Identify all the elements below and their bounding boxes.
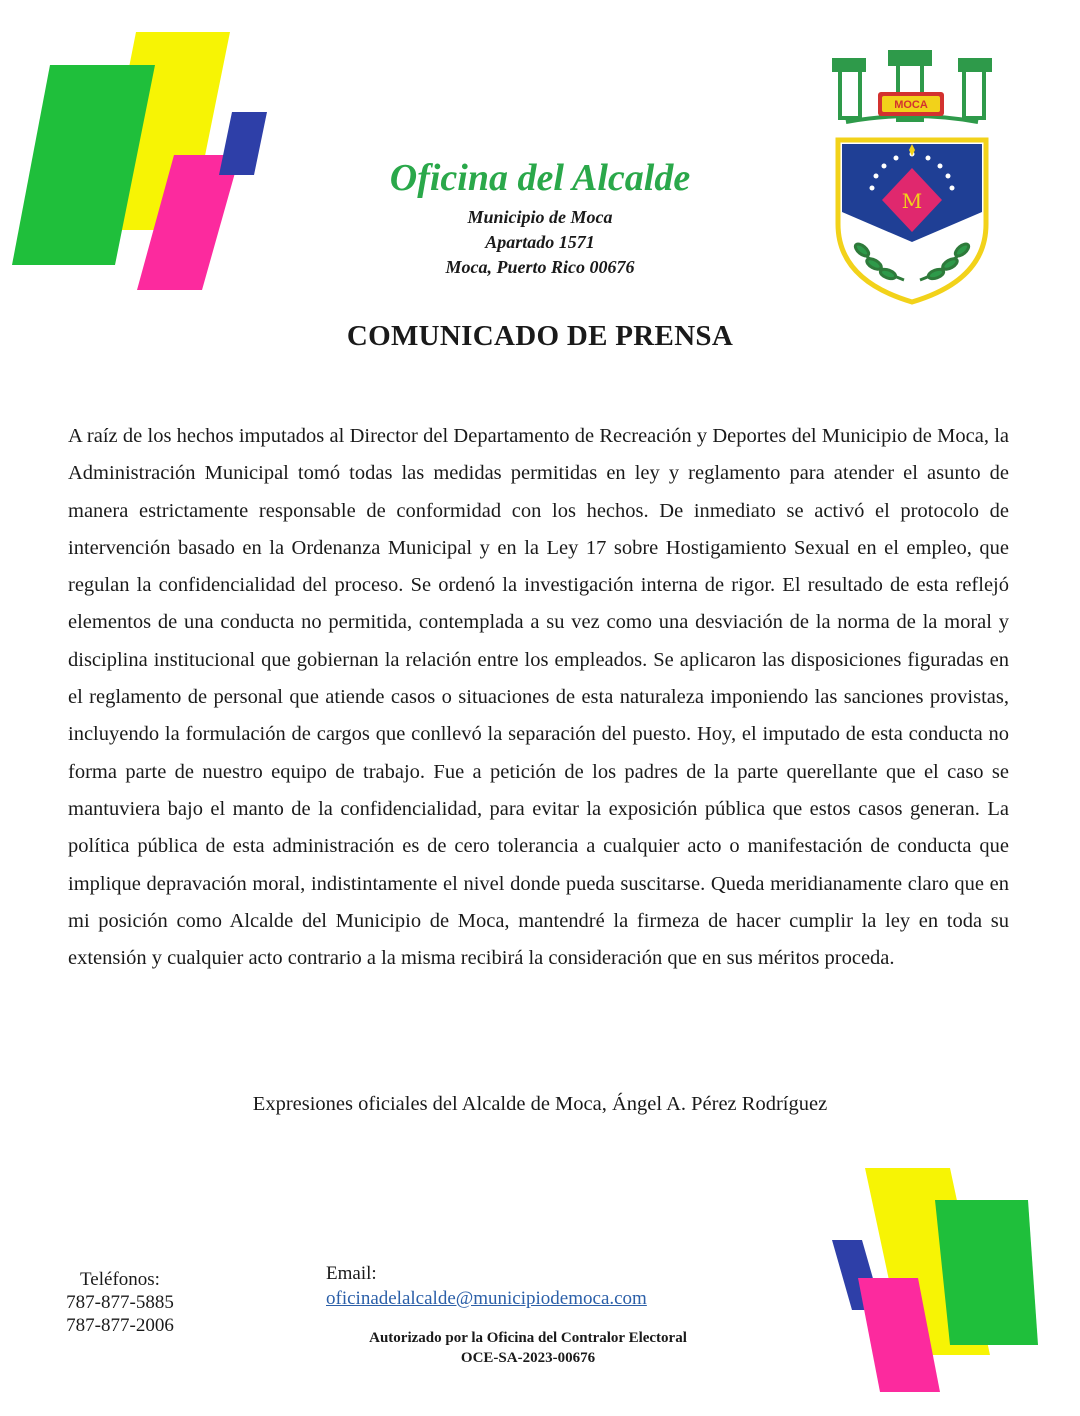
decor-green-bar xyxy=(12,65,155,265)
press-release-body: A raíz de los hechos imputados al Director del Departamento de Recreación y Deportes del Municipio de Moca, la Administración Municipal tomó todas las medidas permitidas en ley y reglamento para atender el asunto de manera estrictamente responsable de conformidad con los hechos. De inmediato se activó el protocolo de intervención basado en la Ordenanza Municipal y en la Ley 17 sobre Hostigamiento Sexual en el empleo, que regulan la confidencialidad del proceso. Se ordenó la investigación interna de rigor. El resultado de esta reflejó elementos de una conducta no permitida, contemplada a su vez como una desviación de la norma de la moral y disciplina institucional que gobiernan la relación entre los empleados. Se aplicaron las disposiciones figuradas en el reglamento de personal que atiende casos o situaciones de esta naturaleza imponiendo las sanciones provistas, incluyendo la formulación de cargos que conllevó la separación del puesto. Hoy, el imputado de esta conducta no forma parte de nuestro equipo de trabajo. Fue a petición de los padres de la parte querellante que el caso se mantuviera bajo el manto de la confidencialidad, para evitar la exposición pública que estos casos generan. La política pública de esta administración es de cero tolerancia a cualquier acto o manifestación de conducta que implique depravación moral, indistintamente el nivel donde pueda suscitarse. Queda meridianamente claro que en mi posición como Alcalde del Municipio de Moca, mantendré la firmeza de hacer cumplir la ley en toda su extensión y cualquier acto contrario a la misma recibirá la consideración que en sus méritos proceda. xyxy=(68,425,1009,970)
authorization-notice xyxy=(300,1328,756,1368)
address-city: Moca, Puerto Rico 00676 xyxy=(445,257,635,277)
phone-block xyxy=(40,1268,200,1337)
decor-blue-bar xyxy=(219,112,267,175)
decor-green-bar xyxy=(935,1200,1038,1345)
mayor-signature-line: Expresiones oficiales del Alcalde de Moca, Ángel A. Pérez Rodríguez xyxy=(252,1093,828,1115)
email-label: Email: xyxy=(326,1263,377,1284)
phones-label: Teléfonos: xyxy=(80,1269,160,1290)
email-link[interactable]: oficinadelalcalde@municipiodemoca.com xyxy=(326,1288,647,1309)
address-po-box: Apartado 1571 xyxy=(485,232,595,252)
authorization-line: Autorizado por la Oficina del Contralor Electoral xyxy=(369,1330,687,1346)
svg-text:M: M xyxy=(901,189,923,213)
decor-shapes-top-left xyxy=(0,0,290,300)
authorization-code: OCE-SA-2023-00676 xyxy=(460,1350,596,1366)
moca-crest-logo xyxy=(826,44,998,308)
press-release-title: COMUNICADO DE PRENSA xyxy=(346,320,734,352)
decor-shapes-bottom-right xyxy=(820,1160,1080,1416)
office-title: Oficina del Alcalde xyxy=(389,157,691,199)
phone-number: 787-877-2006 xyxy=(66,1315,174,1336)
phone-number: 787-877-5885 xyxy=(66,1292,174,1313)
crest-banner-text: MOCA xyxy=(894,99,928,111)
address-municipality: Municipio de Moca xyxy=(467,207,613,227)
